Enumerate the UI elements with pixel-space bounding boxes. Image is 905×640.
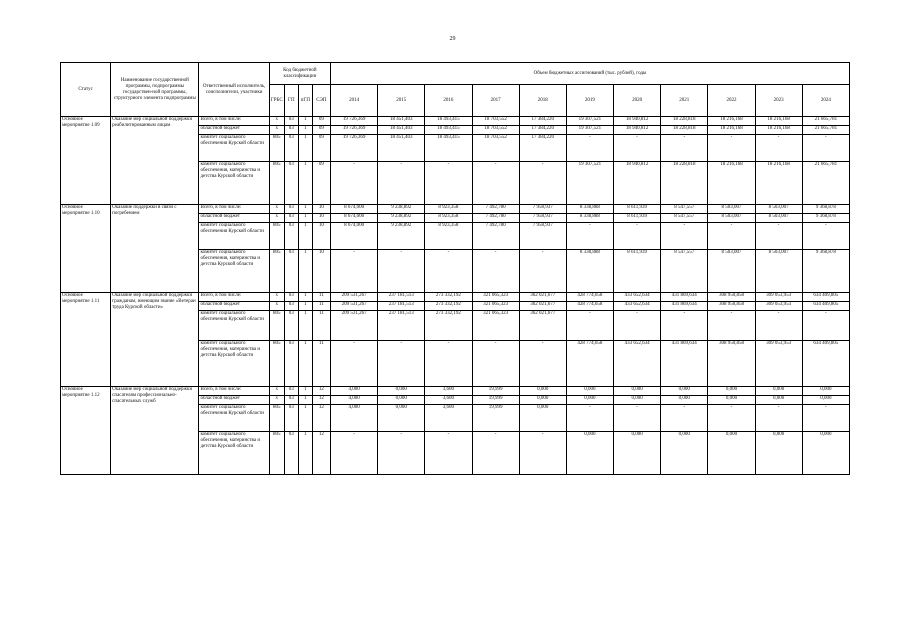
pgp-cell: 1 [298, 293, 312, 302]
value-cell: 17 384,220 [519, 126, 566, 135]
value-cell: 0,000 [378, 396, 425, 405]
value-cell: 0,000 [755, 396, 802, 405]
value-cell: - [614, 223, 661, 250]
value-cell: - [614, 311, 661, 341]
value-cell: 19 307,521 [566, 117, 613, 126]
value-cell: 273 332,192 [425, 311, 472, 341]
value-cell: - [661, 311, 708, 341]
value-cell: 19 726,369 [330, 135, 377, 162]
gp-cell: 03 [284, 135, 298, 162]
header-year: 2018 [519, 85, 566, 117]
gp-cell: 03 [284, 432, 298, 475]
value-cell: - [472, 341, 519, 387]
value-cell: 18 940,812 [614, 117, 661, 126]
value-cell: 8 503,007 [708, 250, 755, 293]
value-cell: 428 774,658 [566, 341, 613, 387]
value-cell: 17 384,220 [519, 117, 566, 126]
value-cell: 9 368,878 [802, 214, 849, 223]
value-cell: 19,999 [472, 405, 519, 432]
responsible-cell: комитет социального обеспечения Курской области [199, 311, 269, 341]
value-cell: - [708, 311, 755, 341]
grbs-cell: 805 [269, 135, 284, 162]
value-cell: 7 958,937 [519, 205, 566, 214]
gp-cell: 03 [284, 205, 298, 214]
value-cell: 19 726,369 [330, 126, 377, 135]
value-cell: 362 021,677 [519, 302, 566, 311]
sep-cell: 10 [312, 250, 330, 293]
value-cell: 433 652,634 [614, 341, 661, 387]
value-cell: - [330, 341, 377, 387]
value-cell: - [519, 250, 566, 293]
grbs-cell: 805 [269, 223, 284, 250]
value-cell: 634 409,805 [802, 293, 849, 302]
value-cell: 7 492,780 [472, 223, 519, 250]
value-cell: 8 338,888 [566, 205, 613, 214]
responsible-cell: областной бюджет [199, 214, 269, 223]
value-cell: 18 216,168 [708, 117, 755, 126]
responsible-cell: комитет социального обеспечения Курской области [199, 405, 269, 432]
value-cell: - [378, 432, 425, 475]
value-cell: 634 409,805 [802, 302, 849, 311]
value-cell: 0,000 [519, 396, 566, 405]
value-cell: 431 869,634 [661, 293, 708, 302]
value-cell: 18 216,168 [755, 126, 802, 135]
value-cell: - [519, 432, 566, 475]
value-cell: 17 384,220 [519, 135, 566, 162]
value-cell: 237 181,513 [378, 311, 425, 341]
gp-cell: 03 [284, 214, 298, 223]
value-cell: - [661, 135, 708, 162]
sep-cell: 09 [312, 126, 330, 135]
responsible-cell: Всего, в том числе: [199, 205, 269, 214]
value-cell: 0,000 [802, 432, 849, 475]
sep-cell: 10 [312, 214, 330, 223]
grbs-cell: х [269, 214, 284, 223]
value-cell: 8 674,000 [330, 223, 377, 250]
value-cell: 0,000 [661, 432, 708, 475]
responsible-cell: комитет социального обеспечения, материнства и детства Курской области [199, 162, 269, 205]
value-cell: 8 547,557 [661, 250, 708, 293]
gp-cell: 03 [284, 162, 298, 205]
value-cell: 0,000 [519, 405, 566, 432]
value-cell: 7 958,937 [519, 223, 566, 250]
value-cell: 8 503,007 [755, 205, 802, 214]
value-cell: 321 065,323 [472, 311, 519, 341]
value-cell: 9 368,878 [802, 205, 849, 214]
header-year: 2022 [708, 85, 755, 117]
grbs-cell: 805 [269, 341, 284, 387]
value-cell: 9 368,878 [802, 250, 849, 293]
gp-cell: 03 [284, 293, 298, 302]
grbs-cell: х [269, 387, 284, 396]
sep-cell: 11 [312, 293, 330, 302]
value-cell: - [330, 432, 377, 475]
header-year: 2016 [425, 85, 472, 117]
pgp-cell: 1 [298, 302, 312, 311]
value-cell: 273 332,192 [425, 302, 472, 311]
grbs-cell: х [269, 126, 284, 135]
responsible-cell: комитет социального обеспечения, материнства и детства Курской области [199, 341, 269, 387]
gp-cell: 03 [284, 223, 298, 250]
sep-cell: 09 [312, 117, 330, 126]
value-cell: 0,000 [566, 387, 613, 396]
sep-cell: 11 [312, 311, 330, 341]
sep-cell: 09 [312, 135, 330, 162]
value-cell: - [614, 405, 661, 432]
value-cell: 8 674,000 [330, 214, 377, 223]
value-cell: 4,000 [330, 396, 377, 405]
value-cell: 19,999 [472, 387, 519, 396]
value-cell: 8 674,000 [330, 205, 377, 214]
value-cell: - [708, 135, 755, 162]
responsible-cell: областной бюджет [199, 302, 269, 311]
grbs-cell: 805 [269, 162, 284, 205]
value-cell: - [755, 405, 802, 432]
value-cell: 9 238,892 [378, 214, 425, 223]
value-cell: 3,600 [425, 387, 472, 396]
value-cell: - [472, 162, 519, 205]
responsible-cell: областной бюджет [199, 126, 269, 135]
value-cell: 18 940,812 [614, 162, 661, 205]
grbs-cell: 805 [269, 311, 284, 341]
budget-table [60, 62, 850, 475]
header-code: ГП [284, 85, 298, 117]
value-cell: 3,600 [425, 405, 472, 432]
value-cell: 4,000 [330, 387, 377, 396]
pgp-cell: 1 [298, 117, 312, 126]
value-cell: 0,000 [566, 396, 613, 405]
value-cell: 8 503,007 [755, 250, 802, 293]
value-cell: 8 923,358 [425, 223, 472, 250]
value-cell: - [425, 250, 472, 293]
header-code: пГП [298, 85, 312, 117]
section-status: Основное мероприятие 1.12 [61, 387, 111, 475]
header-year: 2023 [755, 85, 802, 117]
value-cell: 19 726,369 [330, 117, 377, 126]
value-cell: - [472, 250, 519, 293]
value-cell: 8 547,557 [661, 214, 708, 223]
value-cell: 0,000 [661, 387, 708, 396]
value-cell: 0,000 [519, 387, 566, 396]
value-cell: 18 216,168 [755, 117, 802, 126]
value-cell: 209 531,267 [330, 293, 377, 302]
value-cell: 18 216,168 [708, 126, 755, 135]
value-cell: 309 053,953 [755, 293, 802, 302]
sep-cell: 12 [312, 405, 330, 432]
value-cell: 19,999 [472, 396, 519, 405]
header-status: Статус [61, 63, 111, 117]
responsible-cell: Всего, в том числе: [199, 387, 269, 396]
gp-cell: 03 [284, 126, 298, 135]
header-year: 2014 [330, 85, 377, 117]
value-cell: 21 665,781 [802, 126, 849, 135]
value-cell: 0,000 [755, 432, 802, 475]
value-cell: 21 665,781 [802, 162, 849, 205]
value-cell: 21 665,781 [802, 117, 849, 126]
responsible-cell: Всего, в том числе: [199, 117, 269, 126]
pgp-cell: 1 [298, 205, 312, 214]
section-name: Оказание мер социальной поддержки гражданам, имеющим звание «Ветеран труда Курской области» [111, 293, 199, 387]
gp-cell: 03 [284, 250, 298, 293]
pgp-cell: 1 [298, 405, 312, 432]
value-cell: 3,600 [425, 396, 472, 405]
header-year: 2020 [614, 85, 661, 117]
header-year: 2024 [802, 85, 849, 117]
value-cell: 431 869,634 [661, 302, 708, 311]
pgp-cell: 1 [298, 162, 312, 205]
value-cell: - [614, 135, 661, 162]
value-cell: 18 493,415 [425, 126, 472, 135]
value-cell: - [472, 432, 519, 475]
responsible-cell: комитет социального обеспечения, материнства и детства Курской области [199, 432, 269, 475]
section-name: Оказание мер социальной поддержки реабилитированным лицам [111, 117, 199, 205]
value-cell: - [566, 135, 613, 162]
value-cell: - [661, 223, 708, 250]
value-cell: - [708, 405, 755, 432]
value-cell: 18 216,168 [708, 162, 755, 205]
header-year: 2015 [378, 85, 425, 117]
value-cell: 0,000 [708, 432, 755, 475]
value-cell: - [519, 162, 566, 205]
value-cell: - [802, 311, 849, 341]
header-name: Наименование государственной программы, подпрограммы государствен-ной программы, структурного элемента подпрограммы [111, 63, 199, 117]
value-cell: 237 181,513 [378, 302, 425, 311]
value-cell: - [802, 405, 849, 432]
value-cell: 7 958,937 [519, 214, 566, 223]
header-year: 2021 [661, 85, 708, 117]
grbs-cell: х [269, 396, 284, 405]
value-cell: 433 652,634 [614, 302, 661, 311]
value-cell: 309 053,953 [755, 341, 802, 387]
header-code: СЭП [312, 85, 330, 117]
value-cell: 18 228,818 [661, 126, 708, 135]
value-cell: - [425, 162, 472, 205]
table-row [61, 293, 850, 302]
gp-cell: 03 [284, 311, 298, 341]
value-cell: 8 923,358 [425, 205, 472, 214]
value-cell: 18 228,818 [661, 162, 708, 205]
header-responsible: Ответственный исполнитель, соисполнители, участники [199, 63, 269, 117]
value-cell: 362 021,677 [519, 311, 566, 341]
value-cell: 18 493,415 [425, 135, 472, 162]
value-cell: 4,000 [330, 405, 377, 432]
value-cell: 8 503,007 [708, 214, 755, 223]
value-cell: 0,000 [708, 387, 755, 396]
value-cell: - [708, 223, 755, 250]
value-cell: - [755, 135, 802, 162]
value-cell: 18 451,403 [378, 126, 425, 135]
value-cell: 18 216,168 [755, 162, 802, 205]
value-cell: 18 493,415 [425, 117, 472, 126]
table-row [61, 117, 850, 126]
value-cell: 8 611,939 [614, 214, 661, 223]
table-row [61, 387, 850, 396]
sep-cell: 10 [312, 205, 330, 214]
grbs-cell: х [269, 205, 284, 214]
value-cell: 0,000 [566, 432, 613, 475]
value-cell: 308 950,858 [708, 302, 755, 311]
gp-cell: 03 [284, 302, 298, 311]
value-cell: 321 065,323 [472, 293, 519, 302]
value-cell: - [566, 223, 613, 250]
responsible-cell: комитет социального обеспечения Курской области [199, 223, 269, 250]
header-budget-code: Код бюджетной классификации [269, 63, 330, 85]
value-cell: 0,000 [802, 396, 849, 405]
value-cell: 18 703,552 [472, 117, 519, 126]
value-cell: 19 307,521 [566, 162, 613, 205]
value-cell: - [425, 432, 472, 475]
value-cell: 8 611,939 [614, 250, 661, 293]
gp-cell: 03 [284, 405, 298, 432]
section-status: Основное мероприятие 1.09 [61, 117, 111, 205]
value-cell: 209 531,267 [330, 302, 377, 311]
value-cell: 433 652,634 [614, 293, 661, 302]
pgp-cell: 1 [298, 126, 312, 135]
value-cell: 0,000 [614, 387, 661, 396]
sep-cell: 09 [312, 162, 330, 205]
value-cell: 0,000 [661, 396, 708, 405]
value-cell: 18 703,552 [472, 135, 519, 162]
pgp-cell: 1 [298, 432, 312, 475]
value-cell: 9 238,892 [378, 205, 425, 214]
value-cell: - [566, 405, 613, 432]
header-year: 2019 [566, 85, 613, 117]
value-cell: 9 238,892 [378, 223, 425, 250]
value-cell: 8 547,557 [661, 205, 708, 214]
value-cell: - [802, 223, 849, 250]
value-cell: 321 065,323 [472, 302, 519, 311]
pgp-cell: 1 [298, 341, 312, 387]
grbs-cell: 805 [269, 405, 284, 432]
value-cell: 7 492,780 [472, 205, 519, 214]
value-cell: 634 409,805 [802, 341, 849, 387]
sep-cell: 11 [312, 302, 330, 311]
grbs-cell: х [269, 293, 284, 302]
value-cell: 8 611,939 [614, 205, 661, 214]
sep-cell: 12 [312, 432, 330, 475]
value-cell: - [755, 311, 802, 341]
header-year: 2017 [472, 85, 519, 117]
sep-cell: 10 [312, 223, 330, 250]
gp-cell: 03 [284, 117, 298, 126]
pgp-cell: 1 [298, 214, 312, 223]
value-cell: 0,000 [378, 405, 425, 432]
grbs-cell: 805 [269, 250, 284, 293]
table-row [61, 205, 850, 214]
value-cell: 362 021,677 [519, 293, 566, 302]
section-name: Оказание мер социальной поддержки спасателям профессионально-спасательных служб [111, 387, 199, 475]
value-cell: 273 332,192 [425, 293, 472, 302]
section-status: Основное мероприятие 1.10 [61, 205, 111, 293]
responsible-cell: Всего, в том числе: [199, 293, 269, 302]
value-cell: 18 940,812 [614, 126, 661, 135]
value-cell: 0,000 [614, 396, 661, 405]
value-cell: 18 703,552 [472, 126, 519, 135]
value-cell: 19 307,521 [566, 126, 613, 135]
value-cell: - [755, 223, 802, 250]
value-cell: 0,000 [378, 387, 425, 396]
pgp-cell: 1 [298, 396, 312, 405]
sep-cell: 12 [312, 387, 330, 396]
value-cell: - [330, 162, 377, 205]
value-cell: - [378, 162, 425, 205]
responsible-cell: комитет социального обеспечения, материнства и детства Курской области [199, 250, 269, 293]
section-status: Основное мероприятие 1.11 [61, 293, 111, 387]
header-code: ГРБС [269, 85, 284, 117]
value-cell: 8 503,007 [708, 205, 755, 214]
header-volume: Объем бюджетных ассигнований (тыс. рублей), годы [330, 63, 849, 85]
value-cell: - [519, 341, 566, 387]
gp-cell: 03 [284, 396, 298, 405]
gp-cell: 03 [284, 341, 298, 387]
value-cell: 0,000 [802, 387, 849, 396]
section-name: Оказание поддержки в связи с погребением [111, 205, 199, 293]
value-cell: 428 774,658 [566, 293, 613, 302]
page-number: 29 [449, 36, 456, 42]
value-cell: - [425, 341, 472, 387]
sep-cell: 11 [312, 341, 330, 387]
value-cell: 428 774,658 [566, 302, 613, 311]
responsible-cell: областной бюджет [199, 396, 269, 405]
value-cell: 18 451,403 [378, 135, 425, 162]
pgp-cell: 1 [298, 311, 312, 341]
value-cell: 309 053,953 [755, 302, 802, 311]
value-cell: 8 923,358 [425, 214, 472, 223]
grbs-cell: х [269, 302, 284, 311]
value-cell: 18 228,818 [661, 117, 708, 126]
value-cell: 237 181,513 [378, 293, 425, 302]
value-cell: 8 338,888 [566, 214, 613, 223]
value-cell: 18 451,403 [378, 117, 425, 126]
value-cell: - [330, 250, 377, 293]
value-cell: 0,000 [708, 396, 755, 405]
value-cell: - [802, 135, 849, 162]
gp-cell: 03 [284, 387, 298, 396]
value-cell: 0,000 [614, 432, 661, 475]
value-cell: 308 950,858 [708, 341, 755, 387]
value-cell: 7 492,780 [472, 214, 519, 223]
sep-cell: 12 [312, 396, 330, 405]
value-cell: 8 338,888 [566, 250, 613, 293]
pgp-cell: 1 [298, 250, 312, 293]
value-cell: 209 531,267 [330, 311, 377, 341]
value-cell: - [661, 405, 708, 432]
pgp-cell: 1 [298, 135, 312, 162]
value-cell: - [378, 250, 425, 293]
grbs-cell: 805 [269, 432, 284, 475]
value-cell: 0,000 [755, 387, 802, 396]
pgp-cell: 1 [298, 387, 312, 396]
value-cell: 8 503,007 [755, 214, 802, 223]
responsible-cell: комитет социального обеспечения Курской области [199, 135, 269, 162]
pgp-cell: 1 [298, 223, 312, 250]
value-cell: - [378, 341, 425, 387]
grbs-cell: х [269, 117, 284, 126]
value-cell: - [566, 311, 613, 341]
value-cell: 308 950,858 [708, 293, 755, 302]
value-cell: 431 869,634 [661, 341, 708, 387]
